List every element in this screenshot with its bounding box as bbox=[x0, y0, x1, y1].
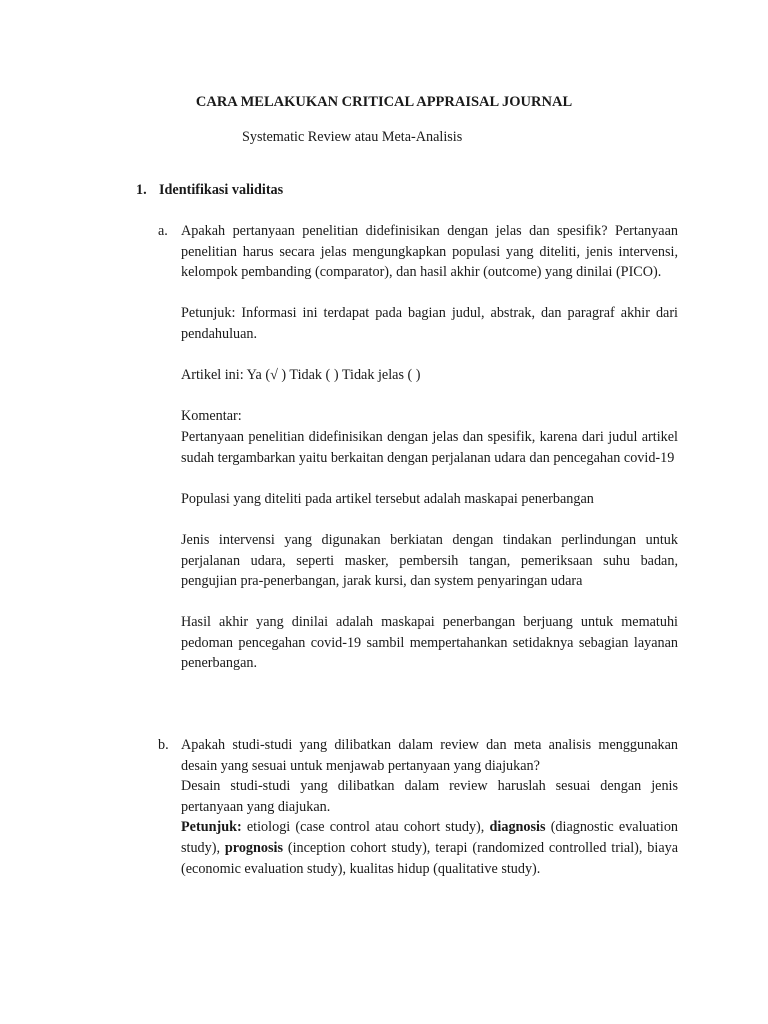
comment-paragraph-2: Populasi yang diteliti pada artikel tersebut adalah maskapai penerbangan bbox=[181, 490, 594, 507]
comment-paragraph-3: Jenis intervensi yang digunakan berkiatan dengan tindakan perlindungan untuk perjalanan udara, seperti masker, pembersih tangan, pemeriksaan suhu badan, pengujian pra-penerbangan, jarak kursi, dan system penyaringan udara bbox=[181, 531, 678, 590]
comment-paragraph-4: Hasil akhir yang dinilai adalah maskapai penerbangan berjuang untuk mematuhi pedoman pencegahan covid-19 sambil mempertahankan setidaknya sebagian layanan penerbangan. bbox=[181, 614, 678, 672]
hint-b-text-2: (diagnostic evaluation study), bbox=[181, 819, 679, 856]
section-heading bbox=[136, 180, 283, 201]
list-marker-b: b. bbox=[158, 737, 169, 753]
list-item-b-body bbox=[181, 735, 678, 879]
hint-b-text-3: (inception cohort study), terapi (randomized controlled trial), biaya (economic evaluation study), kualitas hidup (qualitative study). bbox=[181, 839, 679, 877]
question-b: Apakah studi-studi yang dilibatkan dalam review dan meta analisis menggunakan desain yang sesuai untuk menjawab pertanyaan yang diajukan? bbox=[181, 737, 678, 774]
hint-b-label: Petunjuk: bbox=[181, 819, 242, 836]
list-marker-a: a. bbox=[158, 223, 168, 239]
answer-a: Artikel ini: Ya (√ ) Tidak ( ) Tidak jelas ( ) bbox=[181, 367, 421, 384]
hint-b bbox=[181, 817, 678, 879]
document-subtitle: Systematic Review atau Meta-Analisis bbox=[242, 129, 463, 145]
section-number: 1. bbox=[136, 182, 147, 198]
document-title: CARA MELAKUKAN CRITICAL APPRAISAL JOURNAL bbox=[195, 94, 573, 110]
hint-b-prognosis: prognosis bbox=[224, 839, 283, 856]
question-a: Apakah pertanyaan penelitian didefinisikan dengan jelas dan spesifik? Pertanyaan penelitian harus secara jelas mengungkapkan populasi yang diteliti, jenis intervensi, kelompok pembanding (comparator), dan hasil akhir (outcome) yang dinilai (PICO). bbox=[181, 223, 678, 281]
hint-b-diagnosis: diagnosis bbox=[489, 819, 546, 836]
comment-label: Komentar: bbox=[181, 408, 242, 425]
hint-a: Petunjuk: Informasi ini terdapat pada bagian judul, abstrak, dan paragraf akhir dari pendahuluan. bbox=[181, 305, 678, 342]
explanation-b: Desain studi-studi yang dilibatkan dalam review haruslah sesuai dengan jenis pertanyaan yang diajukan. bbox=[181, 778, 678, 815]
hint-b-text-1: etiologi (case control atau cohort study), bbox=[241, 819, 490, 836]
comment-paragraph-1: Pertanyaan penelitian didefinisikan dengan jelas dan spesifik, karena dari judul artikel sudah tergambarkan yaitu berkaitan dengan perjalanan udara dan pencegahan covid-19 bbox=[181, 428, 678, 466]
list-item-a-body bbox=[181, 221, 678, 674]
section-title: Identifikasi validitas bbox=[159, 182, 284, 198]
